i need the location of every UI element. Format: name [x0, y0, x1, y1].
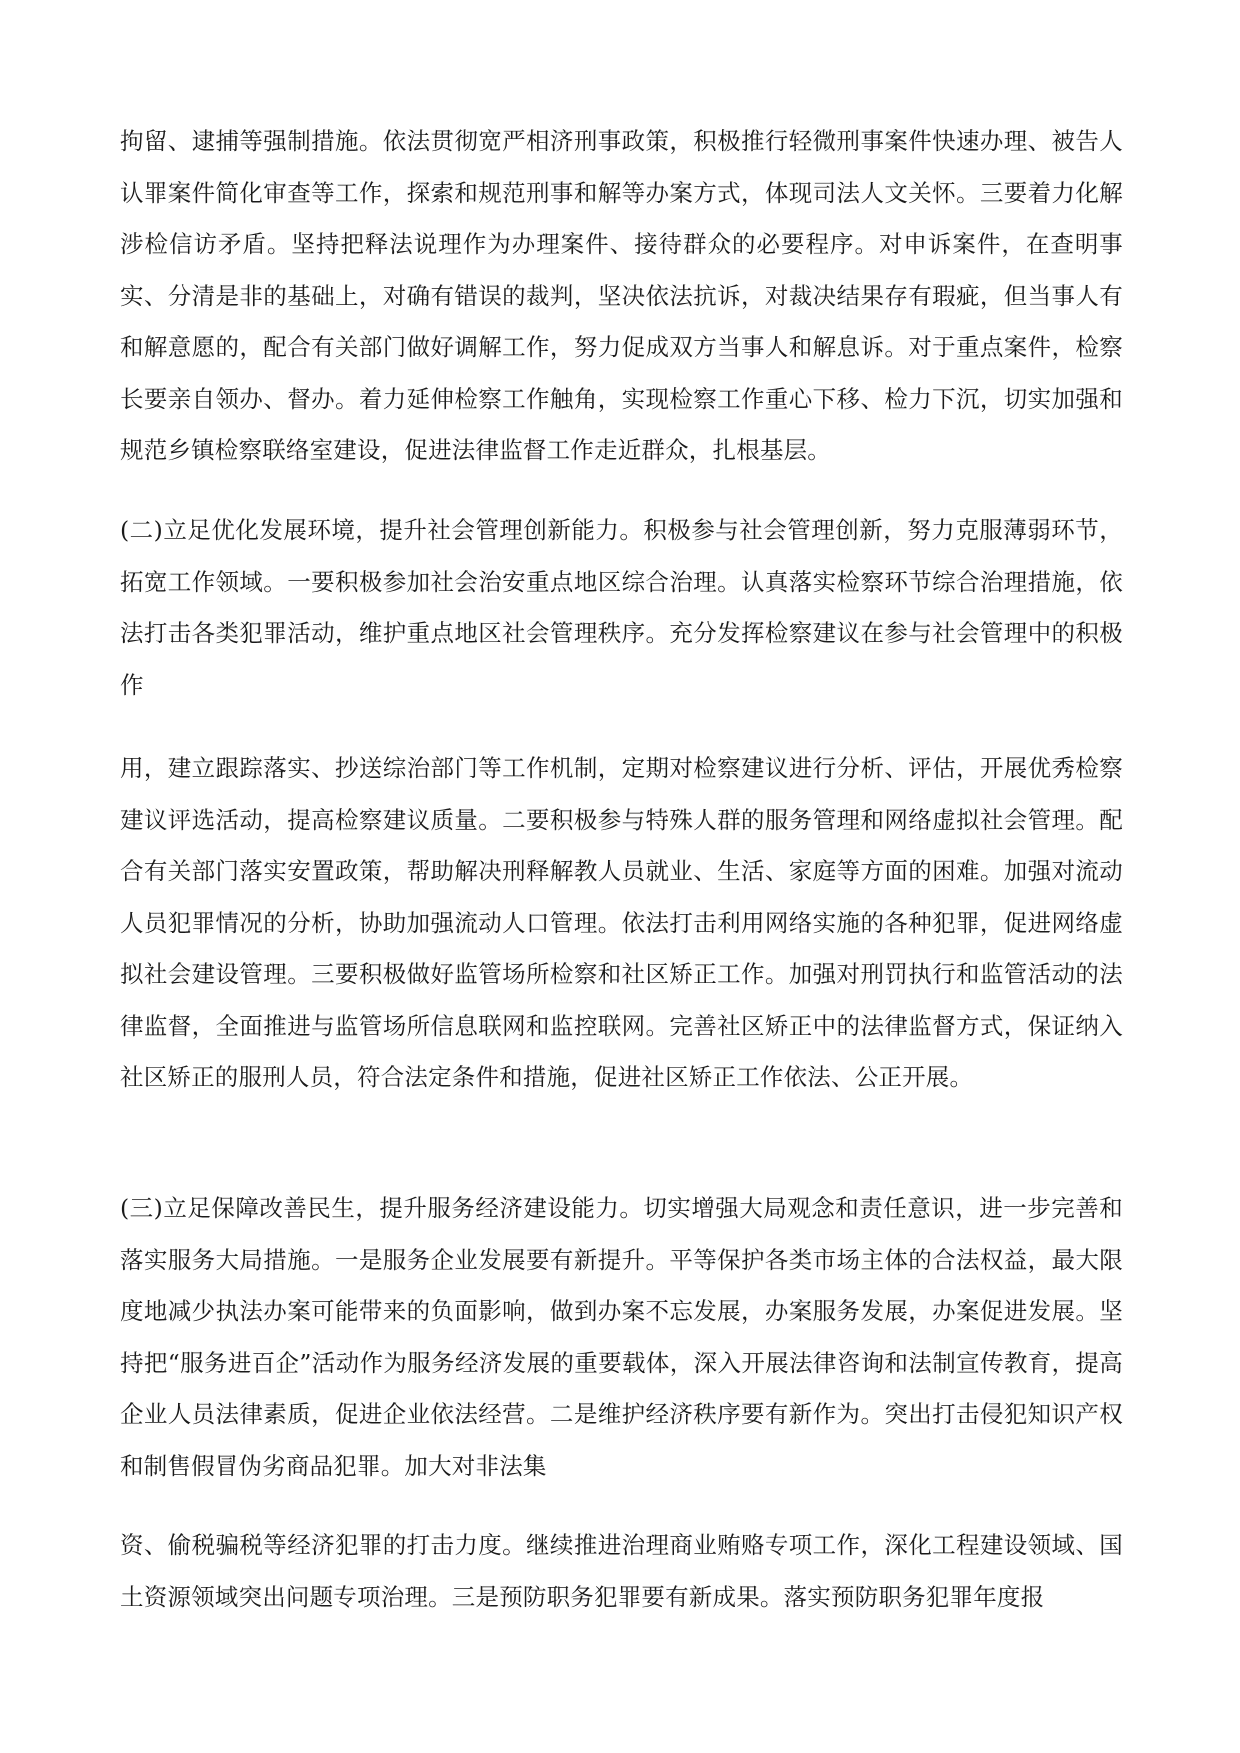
paragraph-section-three-continued: 资、偷税骗税等经济犯罪的打击力度。继续推进治理商业贿赂专项工作，深化工程建设领域、国土资源领域突出问题专项治理。三是预防职务犯罪要有新成果。落实预防职务犯罪年度报 — [120, 1531, 1123, 1611]
paragraph-section-two: (二)立足优化发展环境，提升社会管理创新能力。积极参与社会管理创新，努力克服薄弱环节，拓宽工作领域。一要积极参加社会治安重点地区综合治理。认真落实检察环节综合治理措施，依法打击各类犯罪活动，维护重点地区社会管理秩序。充分发挥检察建议在参与社会管理中的积极作 — [120, 516, 1123, 699]
paragraph-section-two-continued: 用，建立跟踪落实、抄送综治部门等工作机制，定期对检察建议进行分析、评估，开展优秀检察建议评选活动，提高检察建议质量。二要积极参与特殊人群的服务管理和网络虚拟社会管理。配合有关部门落实安置政策，帮助解决刑释解教人员就业、生活、家庭等方面的困难。加强对流动人员犯罪情况的分析，协助加强流动人口管理。依法打击利用网络实施的各种犯罪，促进网络虚拟社会建设管理。三要积极做好监管场所检察和社区矫正工作。加强对刑罚执行和监管活动的法律监督，全面推进与监管场所信息联网和监控联网。完善社区矫正中的法律监督方式，保证纳入社区矫正的服刑人员，符合法定条件和措施，促进社区矫正工作依法、公正开展。 — [120, 754, 1123, 1091]
paragraph-section-three: (三)立足保障改善民生，提升服务经济建设能力。切实增强大局观念和责任意识，进一步完善和落实服务大局措施。一是服务企业发展要有新提升。平等保护各类市场主体的合法权益，最大限度地减少执法办案可能带来的负面影响，做到办案不忘发展，办案服务发展，办案促进发展。坚持把“服务进百企”活动作为服务经济发展的重要载体，深入开展法律咨询和法制宣传教育，提高企业人员法律素质，促进企业依法经营。二是维护经济秩序要有新作为。突出打击侵犯知识产权和制售假冒伪劣商品犯罪。加大对非法集 — [120, 1194, 1123, 1480]
paragraph-coercive-measures: 拘留、逮捕等强制措施。依法贯彻宽严相济刑事政策，积极推行轻微刑事案件快速办理、被告人认罪案件简化审查等工作，探索和规范刑事和解等办案方式，体现司法人文关怀。三要着力化解涉检信访矛盾。坚持把释法说理作为办理案件、接待群众的必要程序。对申诉案件，在查明事实、分清是非的基础上，对确有错误的裁判，坚决依法抗诉，对裁决结果存有瑕疵，但当事人有和解意愿的，配合有关部门做好调解工作，努力促成双方当事人和解息诉。对于重点案件，检察长要亲自领办、督办。着力延伸检察工作触角，实现检察工作重心下移、检力下沉，切实加强和规范乡镇检察联络室建设，促进法律监督工作走近群众，扎根基层。 — [120, 127, 1123, 464]
